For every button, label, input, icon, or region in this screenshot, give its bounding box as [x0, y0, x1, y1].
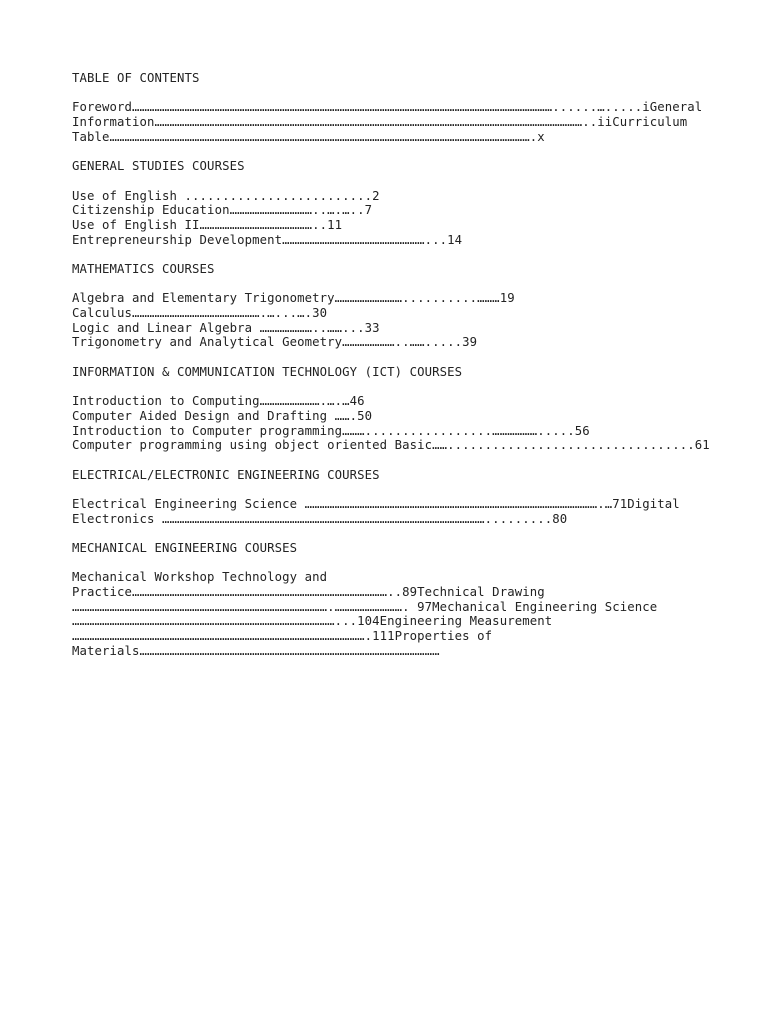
toc-entry: Logic and Linear Algebra …………………..……...33: [72, 320, 380, 335]
spacer: [72, 482, 752, 497]
toc-entry: Information………………………………………………………………………………………………………………………………………………………..iiCurriculum: [72, 115, 688, 130]
toc-entry: ……………………………………………………………………………………………………….111Properties of: [72, 629, 493, 644]
toc-entry: Foreword……………………………………………………………………………………………………………………………………………………......….....iGeneral: [72, 100, 703, 115]
toc-entry: Introduction to Computer programming……….................……………….....56: [72, 423, 590, 438]
spacer: [72, 350, 752, 365]
spacer: [72, 379, 752, 394]
table-of-contents-page: [72, 71, 752, 659]
spacer: [72, 86, 752, 101]
spacer: [72, 144, 752, 159]
section-heading-ict: INFORMATION & COMMUNICATION TECHNOLOGY (ICT) COURSES: [72, 364, 463, 379]
spacer: [72, 247, 752, 262]
section-heading-mechanical: MECHANICAL ENGINEERING COURSES: [72, 541, 298, 555]
toc-entry: Practice…………………………………………………………………………………………..89Technical Drawing: [72, 585, 545, 600]
spacer: [72, 526, 752, 541]
toc-entry: Computer programming using object oriented Basic…….................................61: [72, 438, 710, 453]
toc-entry: Use of English II………………………………………..11: [72, 217, 343, 232]
spacer: [72, 174, 752, 189]
section-heading-electrical: ELECTRICAL/ELECTRONIC ENGINEERING COURSES: [72, 467, 380, 482]
spacer: [72, 556, 752, 571]
toc-entry: Introduction to Computing…………………….….…46: [72, 394, 365, 409]
toc-entry: Citizenship Education……………………………..….…..7: [72, 203, 373, 218]
spacer: [72, 277, 752, 292]
toc-entry: Use of English .........................2: [72, 188, 380, 203]
toc-entry: Computer Aided Design and Drafting …….50: [72, 408, 373, 423]
toc-entry: Calculus…………………………………………….…...….30: [72, 306, 328, 320]
toc-entry: Algebra and Elementary Trigonometry………………………..........………19: [72, 291, 515, 306]
toc-entry: Trigonometry and Analytical Geometry…………………..…….....39: [72, 335, 478, 350]
toc-entry: Entrepreneurship Development…………………………………………………...14: [72, 232, 463, 247]
section-heading-mathematics: MATHEMATICS COURSES: [72, 261, 215, 276]
toc-entry: Mechanical Workshop Technology and: [72, 570, 328, 585]
section-heading-general-studies: GENERAL STUDIES COURSES: [72, 159, 245, 174]
toc-entry: Electrical Engineering Science ……………………………………………………………………………………………………….…71Digital: [72, 496, 680, 511]
toc-entry: Materials…………………………………………………………………………………………………………: [72, 643, 440, 658]
toc-entry: Electronics ………………………………………………………………………………………………………………….........80: [72, 511, 568, 526]
toc-title: TABLE OF CONTENTS: [72, 71, 200, 85]
toc-entry: ……………………………………………………………………………………………...104Engineering Measurement: [72, 614, 553, 629]
toc-entry: ………………………………………………………………………………………….………………………. 97Mechanical Engineering Science: [72, 599, 658, 614]
toc-entry: Table…………………………………………………………………………………………………………………………………………………….x: [72, 129, 545, 144]
spacer: [72, 453, 752, 468]
